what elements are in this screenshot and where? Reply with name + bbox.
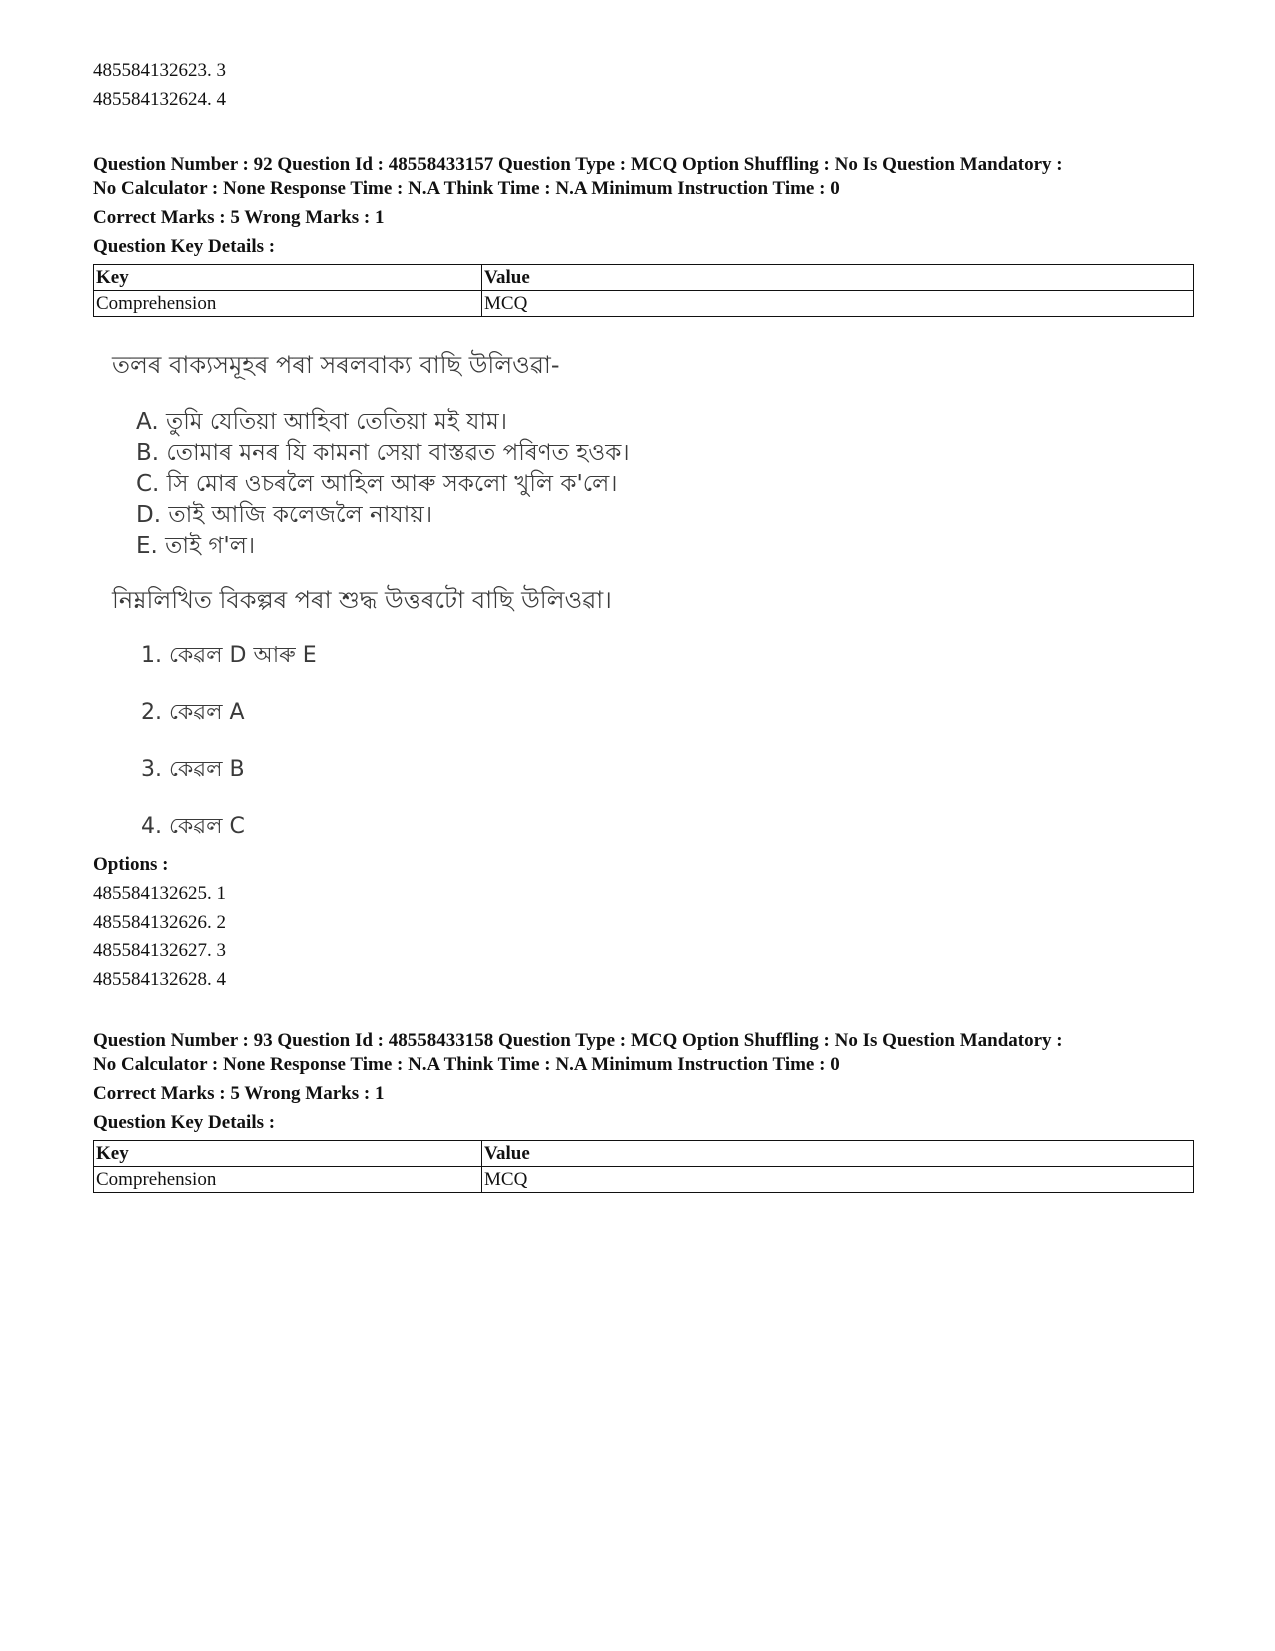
col-key-header: Key — [94, 265, 482, 291]
q92-statement-d: D. তাই আজি কলেজলৈ নাযায়। — [136, 502, 433, 528]
row-key-cell: Comprehension — [94, 291, 482, 317]
q92-statement-a: A. তুমি যেতিয়া আহিবা তেতিয়া মই যাম। — [136, 409, 508, 435]
q92-option-2: 485584132626. 2 — [93, 912, 226, 933]
q92-key-details-label: Question Key Details : — [93, 236, 276, 257]
row-value-cell: MCQ — [482, 1167, 1194, 1193]
q92-statement-c: C. সি মোৰ ওচৰলৈ আহিল আৰু সকলো খুলি ক'লে। — [136, 471, 618, 497]
q92-choice-4: 4. কেৱল C — [141, 814, 245, 839]
q92-question-text: তলৰ বাক্যসমূহৰ পৰা সৰলবাক্য বাছি উলিওৱা- — [112, 351, 560, 379]
q92-choice-1: 1. কেৱল D আৰু E — [141, 643, 317, 668]
q92-header-line2: No Calculator : None Response Time : N.A Think Time : N.A Minimum Instruction Time : 0 — [93, 178, 840, 199]
q92-instruction: নিম্নলিখিত বিকল্পৰ পৰা শুদ্ধ উত্তৰটো বাছি উলিওৱা। — [112, 586, 612, 614]
q93-key-table — [93, 1140, 1194, 1193]
q92-statement-b: B. তোমাৰ মনৰ যি কামনা সেয়া বাস্তৱত পৰিণত হওক। — [136, 440, 630, 466]
q92-option-4: 485584132628. 4 — [93, 969, 226, 990]
row-value-cell: MCQ — [482, 291, 1194, 317]
q92-marks: Correct Marks : 5 Wrong Marks : 1 — [93, 207, 385, 228]
table-header-row — [94, 1141, 1194, 1167]
col-value-header: Value — [482, 265, 1194, 291]
q92-choice-3: 3. কেৱল B — [141, 757, 245, 782]
row-key-cell: Comprehension — [94, 1167, 482, 1193]
q93-marks: Correct Marks : 5 Wrong Marks : 1 — [93, 1083, 385, 1104]
q92-header-line1: Question Number : 92 Question Id : 48558433157 Question Type : MCQ Option Shuffling : No Is Question Mandatory : — [93, 154, 1063, 175]
table-row — [94, 1167, 1194, 1193]
table-row — [94, 291, 1194, 317]
prev-option-3: 485584132623. 3 — [93, 60, 226, 81]
col-value-header: Value — [482, 1141, 1194, 1167]
q92-option-1: 485584132625. 1 — [93, 883, 226, 904]
table-header-row — [94, 265, 1194, 291]
q93-header-line2: No Calculator : None Response Time : N.A Think Time : N.A Minimum Instruction Time : 0 — [93, 1054, 840, 1075]
q93-key-details-label: Question Key Details : — [93, 1112, 276, 1133]
q92-choice-2: 2. কেৱল A — [141, 700, 245, 725]
q92-key-table — [93, 264, 1194, 317]
col-key-header: Key — [94, 1141, 482, 1167]
q92-statement-e: E. তাই গ'ল। — [136, 533, 256, 559]
q92-option-3: 485584132627. 3 — [93, 940, 226, 961]
q93-header-line1: Question Number : 93 Question Id : 48558433158 Question Type : MCQ Option Shuffling : No Is Question Mandatory : — [93, 1030, 1063, 1051]
prev-option-4: 485584132624. 4 — [93, 89, 226, 110]
q92-options-label: Options : — [93, 854, 169, 875]
